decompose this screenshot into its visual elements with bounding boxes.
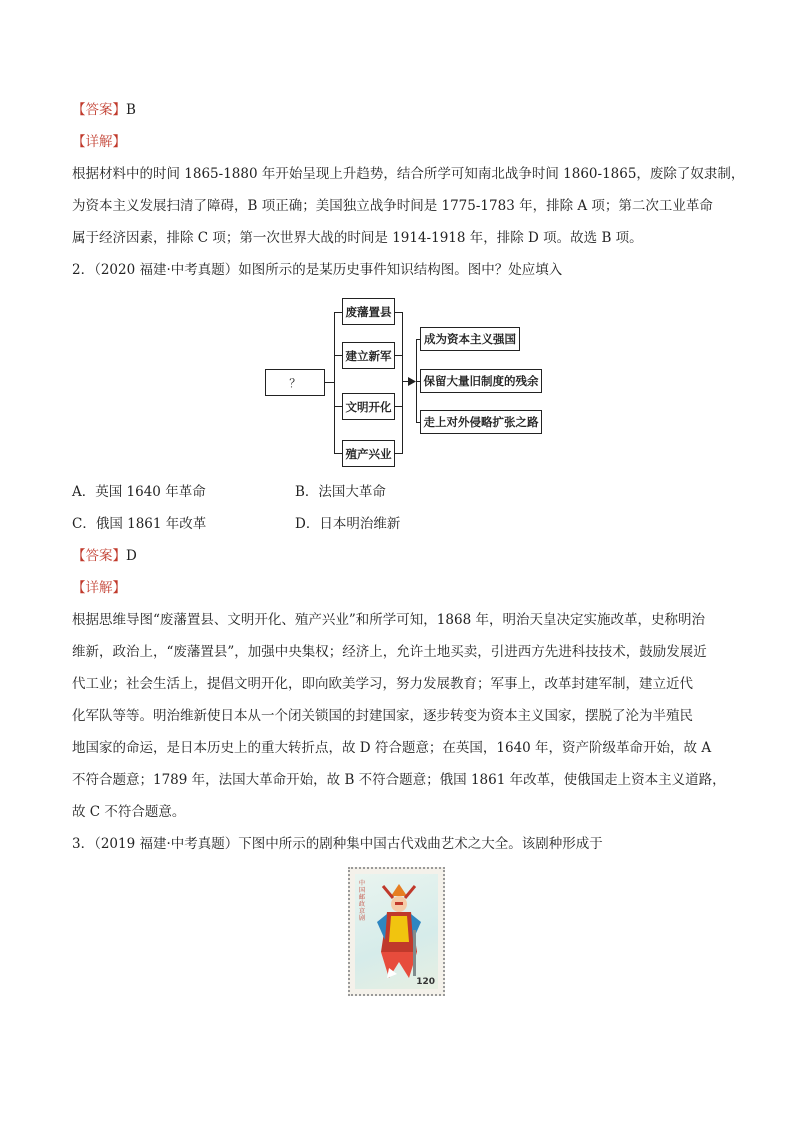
q2-stem: 2．（2020 福建·中考真题）如图所示的是某历史事件知识结构图。图中？处应填入 <box>72 262 563 278</box>
diagram-middle-box-2: 建立新军 <box>342 342 395 369</box>
option-d: D．日本明治维新 <box>295 516 401 532</box>
answer-label: 【答案】 <box>72 548 126 564</box>
diagram-root-box: ？ <box>265 369 325 396</box>
answer-value: D <box>126 548 137 564</box>
q2-detail-line-2: 维新，政治上，“废藩置县”，加强中央集权；经济上，允许土地买卖，引进西方先进科技技术，鼓励发展近 <box>72 644 707 660</box>
q3-stem: 3．（2019 福建·中考真题）下图中所示的剧种集中国古代戏曲艺术之大全。该剧种形成于 <box>72 836 603 852</box>
diagram-right-box-3: 走上对外侵略扩张之路 <box>420 410 542 434</box>
q2-detail-line-3: 代工业；社会生活上，提倡文明开化，即向欧美学习，努力发展教育；军事上，改革封建军制，建立近代 <box>72 676 693 692</box>
q2-detail-line-1: 根据思维导图“废藩置县、文明开化、殖产兴业”和所学可知，1868 年，明治天皇决定实施改革，史称明治 <box>72 612 705 628</box>
diagram-middle-box-4: 殖产兴业 <box>342 440 395 467</box>
opera-figure-icon <box>369 882 429 982</box>
q2-detail-label: 【详解】 <box>72 580 126 596</box>
q1-detail-label: 【详解】 <box>72 134 126 150</box>
q2-detail-line-7: 故 C 不符合题意。 <box>72 804 186 820</box>
option-c: C．俄国 1861 年改革 <box>72 516 207 532</box>
q1-answer <box>72 99 136 121</box>
stamp-value: 120 <box>416 977 435 987</box>
answer-value: B <box>126 102 136 118</box>
peking-opera-stamp-image <box>348 867 445 996</box>
q2-detail-line-6: 不符合题意；1789 年，法国大革命开始，故 B 不符合题意；俄国 1861 年改革，使俄国走上资本主义道路， <box>72 772 726 788</box>
diagram-middle-box-3: 文明开化 <box>342 393 395 420</box>
option-b: B．法国大革命 <box>295 484 386 500</box>
q1-detail-line-1: 根据材料中的时间 1865-1880 年开始呈现上升趋势，结合所学可知南北战争时间 1860-1865，废除了奴隶制， <box>72 166 745 182</box>
answer-label: 【答案】 <box>72 102 126 118</box>
stamp-text: 中国邮政 京剧 <box>359 880 366 922</box>
q1-detail-line-2: 为资本主义发展扫清了障碍，B 项正确；美国独立战争时间是 1775-1783 年，排除 A 项；第二次工业革命 <box>72 198 713 214</box>
q2-detail-line-4: 化军队等等。明治维新使日本从一个闭关锁国的封建国家，逐步转变为资本主义国家，摆脱了沦为半殖民 <box>72 708 693 724</box>
diagram-middle-box-1: 废藩置县 <box>342 298 395 325</box>
option-a: A．英国 1640 年革命 <box>72 484 206 500</box>
q2-answer <box>72 545 137 567</box>
diagram-right-box-2: 保留大量旧制度的残余 <box>420 369 542 393</box>
q2-detail-line-5: 地国家的命运，是日本历史上的重大转折点，故 D 符合题意；在英国，1640 年，资产阶级革命开始，故 A <box>72 740 712 756</box>
arrow-right-icon <box>408 377 416 386</box>
q1-detail-line-3: 属于经济因素，排除 C 项；第一次世界大战的时间是 1914-1918 年，排除 D 项。故选 B 项。 <box>72 230 643 246</box>
diagram-right-box-1: 成为资本主义强国 <box>420 327 520 351</box>
